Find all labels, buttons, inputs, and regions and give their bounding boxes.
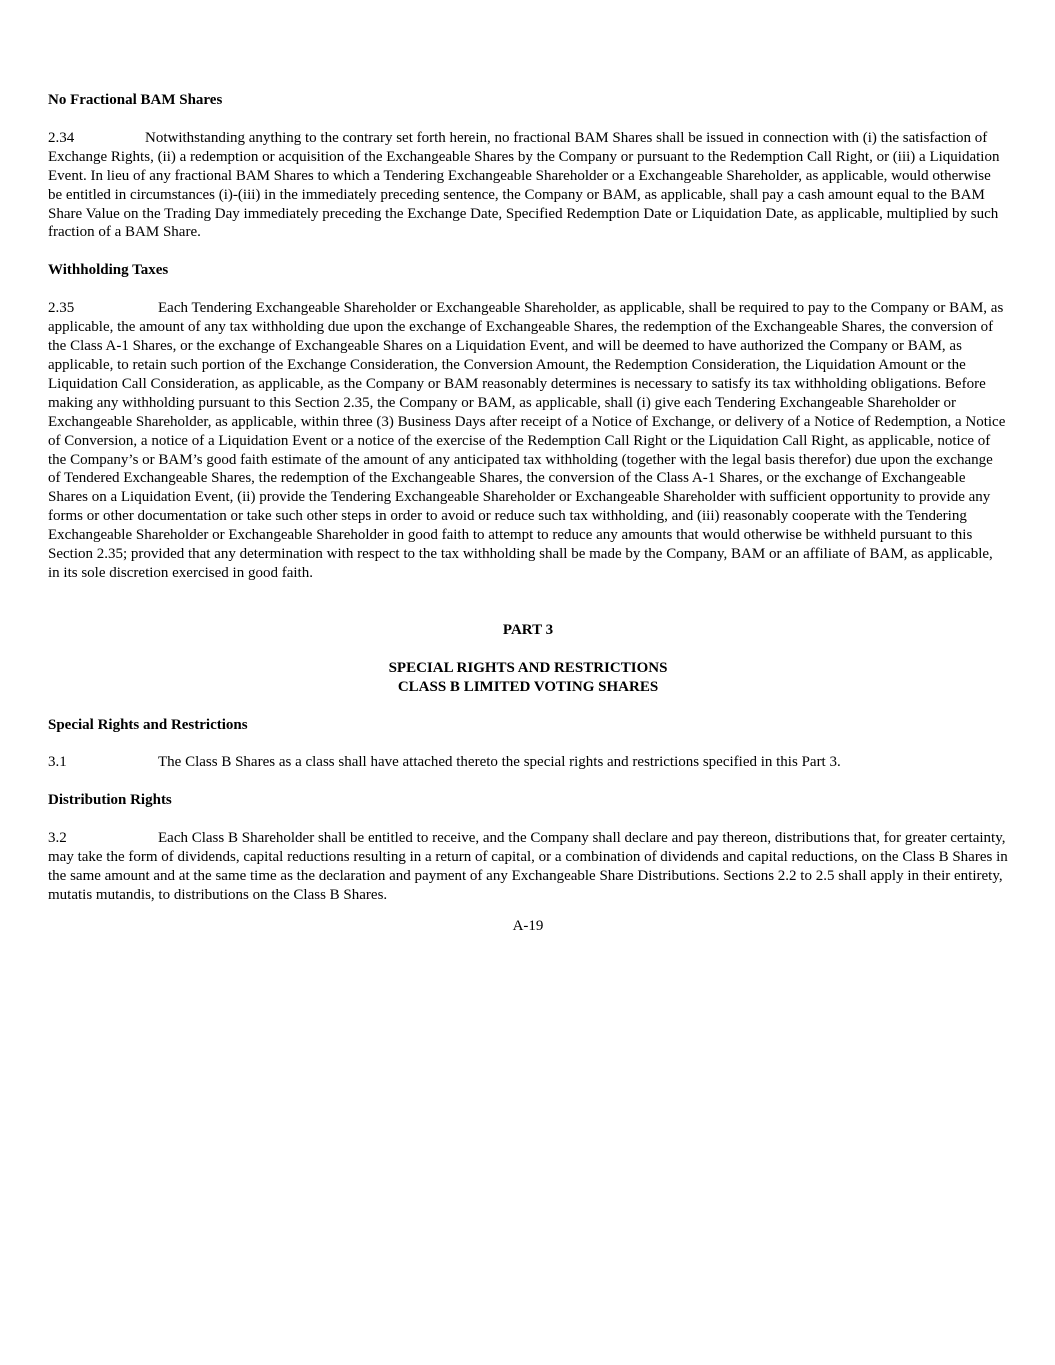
- section-number: 2.34: [48, 129, 75, 146]
- part-title: PART 3: [502, 621, 554, 638]
- paragraph-2-35: [48, 299, 1008, 583]
- part-subtitle-line-2: CLASS B LIMITED VOTING SHARES: [397, 678, 659, 695]
- section-number: 3.2: [48, 830, 67, 847]
- heading-withholding-taxes: Withholding Taxes: [48, 262, 169, 279]
- paragraph-text: Notwithstanding anything to the contrary set forth herein, no fractional BAM Shares shall be issued in connection with (i) the satisfaction of Exchange Rights, (ii) a redemption or acquisition of the Exchangeable Shares by the Company or pursuant to the Redemption Call Right, or (iii) a Liquidation Event. In lieu of any fractional BAM Shares to which a Tendering Exchangeable Shareholder or a Exchangeable Shareholder, as applicable, would otherwise be entitled in circumstances (i)-(iii) in the immediately preceding sentence, the Company or BAM, as applicable, shall pay a cash amount equal to the BAM Share Value on the Trading Day immediately preceding the Exchange Date, Specified Redemption Date or Liquidation Date, as applicable, multiplied by such fraction of a BAM Share.: [48, 129, 1000, 241]
- part-subtitle-line-1: SPECIAL RIGHTS AND RESTRICTIONS: [388, 659, 668, 676]
- heading-distribution-rights: Distribution Rights: [48, 792, 172, 809]
- paragraph-text: The Class B Shares as a class shall have attached thereto the special rights and restrictions specified in this Part 3.: [158, 754, 841, 771]
- paragraph-2-34: [48, 129, 1008, 242]
- paragraph-3-2: [48, 829, 1008, 905]
- paragraph-3-1: [48, 753, 1008, 772]
- paragraph-text: Each Class B Shareholder shall be entitled to receive, and the Company shall declare and pay thereon, distributions that, for greater certainty, may take the form of dividends, capital reductions resulting in a return of capital, or a combination of dividends and capital reductions, on the Class B Shares in the same amount and at the same time as the declaration and payment of any Exchangeable Share Distributions. Sections 2.2 to 2.5 shall apply in their entirety, mutatis mutandis, to distributions on the Class B Shares.: [48, 830, 1008, 903]
- section-number: 3.1: [48, 754, 67, 771]
- section-number: 2.35: [48, 300, 75, 317]
- paragraph-text: Each Tendering Exchangeable Shareholder or Exchangeable Shareholder, as applicable, shall be required to pay to the Company or BAM, as applicable, the amount of any tax withholding due upon the exchange of Exchangeable Shares, the redemption of the Exchangeable Shares, the conversion of the Class A-1 Shares, or the exchange of Exchangeable Shares on a Liquidation Event, and will be deemed to have authorized the Company or BAM, as applicable, to retain such portion of the Exchange Consideration, the Conversion Amount, the Redemption Consideration, the Liquidation Amount or the Liquidation Call Consideration, as applicable, as the Company or BAM reasonably determines is necessary to satisfy its tax withholding obligations. Before making any withholding pursuant to this Section 2.35, the Company or BAM, as applicable, shall (i) give each Tendering Exchangeable Shareholder or Exchangeable Shareholder, as applicable, within three (3) Business Days after receipt of a Notice of Exchange, or delivery of a Notice of Redemption, a Notice of Conversion, a notice of a Liquidation Event or a notice of the exercise of the Redemption Call Right or the Liquidation Call Right, as applicable, notice of the Company’s or BAM’s good faith estimate of the amount of any anticipated tax withholding (together with the legal basis therefor) due upon the exchange of Tendered Exchangeable Shares, the redemption of the Exchangeable Shares, the conversion of the Class A-1 Shares, or the exchange of Exchangeable Shares on a Liquidation Event, (ii) provide the Tendering Exchangeable Shareholder or Exchangeable Shareholder with sufficient opportunity to provide any forms or other documentation or take such other steps in order to avoid or reduce such tax withholding, and (iii) reasonably cooperate with the Tendering Exchangeable Shareholder or Exchangeable Shareholder in good faith to attempt to reduce any amounts that would otherwise be withheld pursuant to this Section 2.35; provided that any determination with respect to the tax withholding shall be made by the Company, BAM or an affiliate of BAM, as applicable, in its sole discretion exercised in good faith.: [48, 300, 1006, 581]
- heading-special-rights: Special Rights and Restrictions: [48, 716, 248, 733]
- page-number: A-19: [512, 917, 544, 934]
- heading-no-fractional: No Fractional BAM Shares: [48, 92, 223, 108]
